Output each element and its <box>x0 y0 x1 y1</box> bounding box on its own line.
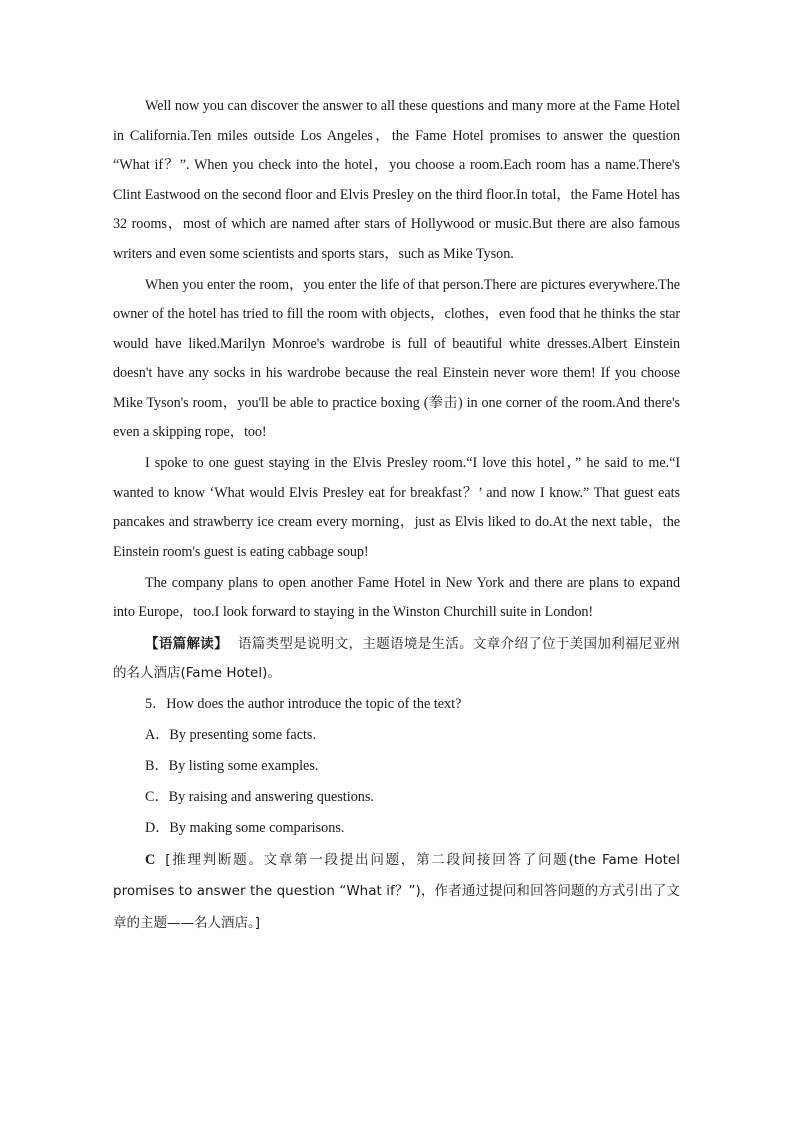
passage-paragraph-1: Well now you can discover the answer to all these questions and many more at the Fame Hotel in California.Ten miles outside Los Angeles，the Fame Hotel promises to answer the question “What if？”. When you check into the hotel，you choose a room.Each room has a name.There's Clint Eastwood on the second floor and Elvis Presley on the third floor.In total，the Fame Hotel has 32 rooms，most of which are named after stars of Hollywood or music.But there are also famous writers and even some scientists and sports stars，such as Mike Tyson. <box>113 98 680 262</box>
passage-paragraph-3: I spoke to one guest staying in the Elvis Presley room.“I love this hotel，” he said to me.“I wanted to know ‘What would Elvis Presley eat for breakfast？’ and now I know.” That guest eats pancakes and strawberry ice cream every morning，just as Elvis liked to do.At the next table，the Einstein room's guest is eating cabbage soup! <box>113 455 680 560</box>
discourse-analysis <box>113 630 680 689</box>
option-b: B．By listing some examples. <box>145 758 319 774</box>
explanation-text: [推理判断题。文章第一段提出问题，第二段间接回答了问题(the Fame Hotel promises to answer the question “What if？”)，作者通过提问和回答问题的方式引出了文章的主题——名人酒店。] <box>113 851 680 931</box>
option-c: C．By raising and answering questions. <box>145 789 374 805</box>
passage-paragraph-4: The company plans to open another Fame Hotel in New York and there are plans to expand into Europe，too.I look forward to staying in the Winston Churchill suite in London! <box>113 574 680 620</box>
question-stem: 5．How does the author introduce the topic of the text? <box>145 696 462 712</box>
analysis-text: 语篇类型是说明文，主题语境是生活。文章介绍了位于美国加利福尼亚州的名人酒店(Fame Hotel)。 <box>113 635 681 681</box>
option-d: D．By making some comparisons. <box>145 820 345 836</box>
passage-paragraph-2: When you enter the room，you enter the life of that person.There are pictures everywhere.The owner of the hotel has tried to fill the room with objects，clothes，even food that he thinks the star would have liked.Marilyn Monroe's wardrobe is full of beautiful white dresses.Albert Einstein doesn't have any socks in his wardrobe because the real Einstein never wore them! If you choose Mike Tyson's room，you'll be able to practice boxing (拳击) in one corner of the room.And there's even a skipping rope，too! <box>113 276 680 440</box>
option-a: A．By presenting some facts. <box>145 727 317 743</box>
document-page <box>113 92 680 939</box>
analysis-tag: 【语篇解读】 <box>145 635 228 652</box>
answer-explanation <box>113 845 680 940</box>
reading-passage <box>113 92 680 628</box>
question-block <box>113 690 680 844</box>
answer-letter: C <box>145 851 156 868</box>
